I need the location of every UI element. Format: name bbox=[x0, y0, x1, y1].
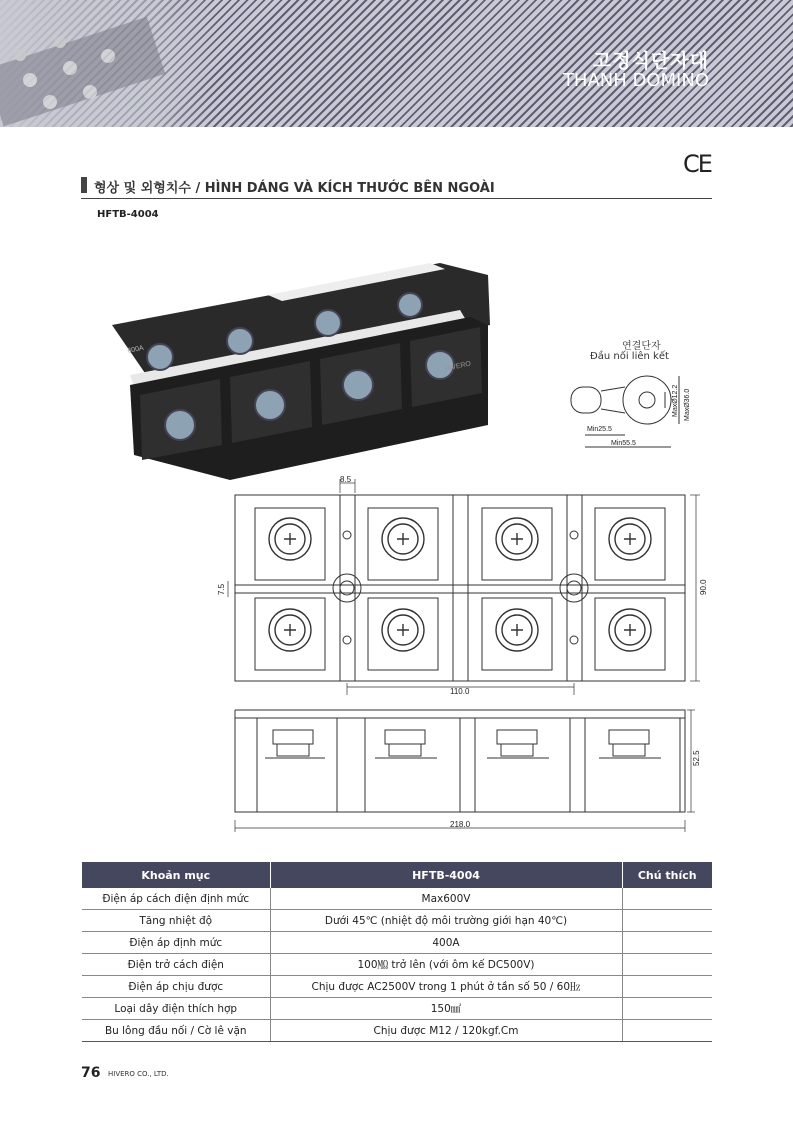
row-note bbox=[622, 976, 712, 998]
dim-52-5: 52.5 bbox=[692, 750, 701, 766]
conn-dim-4: MaxØ36.0 bbox=[684, 388, 691, 421]
company-name: HIVERO CO., LTD. bbox=[108, 1070, 169, 1078]
row-item: Bu lông đầu nối / Cờ lê vặn bbox=[82, 1020, 270, 1042]
row-value: 400A bbox=[270, 932, 622, 954]
dim-90: 90.0 bbox=[699, 579, 708, 595]
row-value: Dưới 45℃ (nhiệt độ môi trường giới hạn 40℃) bbox=[270, 910, 622, 932]
table-row bbox=[82, 888, 712, 910]
row-item: Điện áp chịu được bbox=[82, 976, 270, 998]
row-item: Loại dây điện thích hợp bbox=[82, 998, 270, 1020]
conn-dim-2: Min55.5 bbox=[611, 440, 636, 447]
row-note bbox=[622, 888, 712, 910]
section-heading-bar bbox=[81, 177, 87, 193]
page-number: 76 bbox=[81, 1065, 101, 1081]
section-heading-text: 형상 및 외형치수 / HÌNH DÁNG VÀ KÍCH THƯỚC BÊN NGOÀI bbox=[94, 181, 495, 196]
banner-title-vietnamese: THANH DOMINO bbox=[562, 70, 709, 91]
dim-218: 218.0 bbox=[450, 820, 471, 829]
side-view-drawing bbox=[225, 700, 710, 835]
conn-dim-1: Min25.5 bbox=[587, 426, 612, 433]
row-value: 150㎟ bbox=[270, 998, 622, 1020]
top-view-drawing bbox=[210, 475, 710, 700]
photo-rating-label: 600A bbox=[126, 344, 145, 355]
table-row bbox=[82, 976, 712, 998]
dim-8-5: 8.5 bbox=[340, 475, 352, 484]
connector-drawing bbox=[565, 365, 705, 455]
header-note: Chú thích bbox=[622, 862, 712, 888]
banner-title-korean: 고정식단자대 bbox=[592, 50, 709, 72]
header-model: HFTB-4004 bbox=[270, 862, 622, 888]
header-item: Khoản mục bbox=[82, 862, 270, 888]
model-label: HFTB-4004 bbox=[97, 209, 159, 220]
header-banner bbox=[0, 0, 793, 127]
row-item: Điện trở cách điện bbox=[82, 954, 270, 976]
row-note bbox=[622, 954, 712, 976]
table-row bbox=[82, 1020, 712, 1042]
dim-110: 110.0 bbox=[450, 687, 470, 696]
row-value: Max600V bbox=[270, 888, 622, 910]
row-value: Chịu được AC2500V trong 1 phút ở tần số 50 / 60㎐ bbox=[270, 976, 622, 998]
table-row bbox=[82, 998, 712, 1020]
row-item: Tăng nhiệt độ bbox=[82, 910, 270, 932]
dim-7-5: 7.5 bbox=[217, 583, 226, 595]
row-value: 100㏁ trở lên (với ôm kế DC500V) bbox=[270, 954, 622, 976]
banner-product-photo bbox=[0, 0, 215, 127]
product-photo bbox=[100, 255, 500, 485]
table-row bbox=[82, 932, 712, 954]
ce-mark-icon: CE bbox=[683, 150, 711, 178]
row-value: Chịu được M12 / 120kgf.Cm bbox=[270, 1020, 622, 1042]
connector-label-korean: 연결단자 bbox=[622, 341, 661, 352]
spec-table-header bbox=[82, 862, 712, 888]
side-screw-icon bbox=[265, 730, 661, 758]
row-note bbox=[622, 998, 712, 1020]
row-note bbox=[622, 910, 712, 932]
row-note bbox=[622, 932, 712, 954]
connector-label-vietnamese: Đầu nối liên kết bbox=[590, 351, 669, 362]
section-heading bbox=[81, 174, 712, 199]
row-item: Điện áp định mức bbox=[82, 932, 270, 954]
conn-dim-3: MaxØ12.2 bbox=[672, 384, 679, 417]
table-row bbox=[82, 954, 712, 976]
row-note bbox=[622, 1020, 712, 1042]
photo-brand-label: HIVERO bbox=[443, 360, 472, 373]
table-row bbox=[82, 910, 712, 932]
row-item: Điện áp cách điện định mức bbox=[82, 888, 270, 910]
spec-table bbox=[82, 862, 712, 1042]
